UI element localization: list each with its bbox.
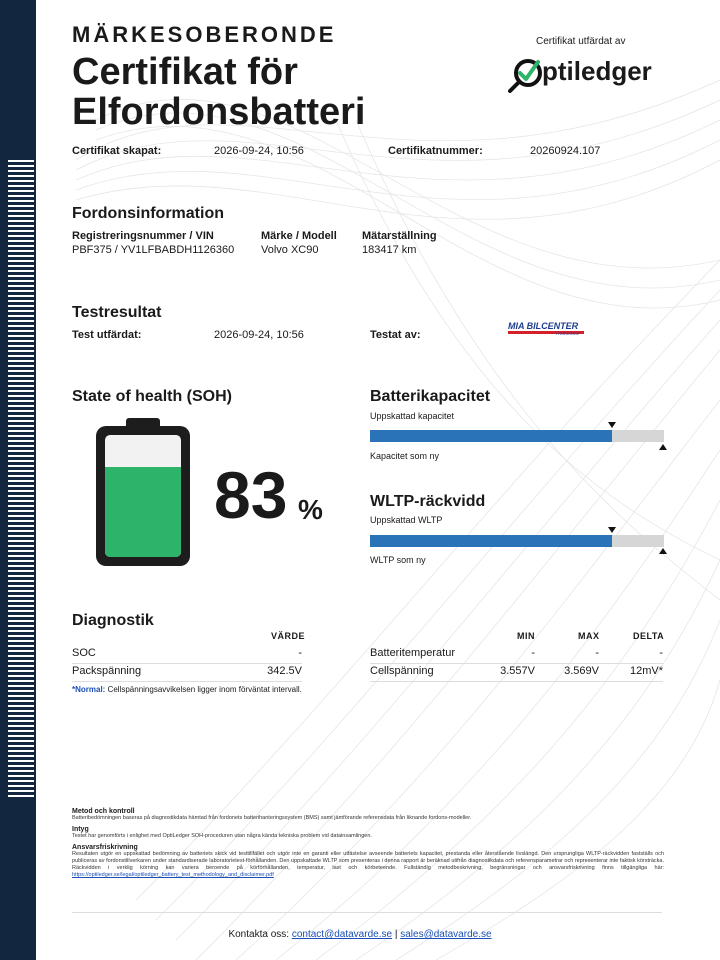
diag-value: -	[298, 647, 302, 659]
soh-unit: %	[298, 494, 323, 525]
capacity-bar	[370, 430, 664, 442]
created-value: 2026-09-24, 10:56	[214, 145, 304, 157]
wltp-marker-estimated	[608, 527, 616, 533]
certification-heading: Intyg	[72, 826, 89, 833]
diag-delta: 12mV*	[629, 665, 663, 677]
test-issued-label: Test utfärdat:	[72, 329, 142, 341]
contact-email-link[interactable]: contact@datavarde.se	[291, 929, 393, 940]
diag-max: 3.569V	[564, 665, 599, 677]
wltp-new-label: WLTP som ny	[370, 555, 426, 565]
tested-by-logo-sub: I HUDDINGE	[556, 331, 580, 336]
test-issued-value: 2026-09-24, 10:56	[214, 329, 304, 341]
diag-min: 3.557V	[500, 665, 535, 677]
wltp-marker-new	[659, 548, 667, 554]
footer-divider	[72, 912, 662, 913]
diag-row-soc	[72, 646, 302, 664]
odometer-label: Mätarställning	[362, 230, 437, 242]
tested-by-logo-text: MIA BILCENTER	[508, 321, 579, 331]
soh-value: 83	[214, 458, 288, 532]
note-strong: *Normal:	[72, 685, 106, 694]
battery-fill	[105, 467, 181, 557]
odometer-value: 183417 km	[362, 244, 417, 256]
sidebar-stripes	[8, 160, 34, 800]
document-title: Certifikat för Elfordonsbatteri	[72, 51, 366, 133]
disclaimer-text: Resultaten utgör en uppskattad bedömning av batteriets skick vid testtillfället och utgör inte en garanti eller utfästelse avseende batteriets kapacitet, prestanda eller återstående livslängd. Den ursprungliga WLTP-räckvidden fastställs och publiceras av fordonstillverkaren under standardiserade laboratorietest-förhållanden. Den uppskattade WLTP som presenteras i denna rapport är beräknad utifrån diagnostikdata och referensparametrar och representerar inte faktisk körsträcka. Räckvidden i verklig körning kan variera beroende på körförhållanden, temperatur, last och körbeteende. Fullständig metodbeskrivning, begränsningar och ansvarsfriskrivning finns tillgängliga här:	[72, 851, 664, 871]
wltp-heading: WLTP-räckvidd	[370, 493, 486, 510]
capacity-bar-fill	[370, 430, 612, 442]
diag-label: Packspänning	[72, 665, 142, 677]
capacity-marker-estimated	[608, 422, 616, 428]
diag-value: 342.5V	[267, 665, 302, 677]
tested-by-logo	[508, 322, 584, 336]
delta-column-header: DELTA	[633, 631, 665, 641]
tested-by-label: Testat av:	[370, 329, 421, 341]
document-eyebrow: MÄRKESOBERONDE	[72, 22, 337, 47]
cert-number-label: Certifikatnummer:	[388, 145, 483, 157]
wltp-bar	[370, 535, 664, 547]
soh-heading: State of health (SOH)	[72, 388, 233, 405]
model-value: Volvo XC90	[261, 244, 319, 256]
sales-email-link[interactable]: sales@datavarde.se	[400, 929, 492, 940]
brand-wordmark: ptiledger	[542, 56, 652, 86]
footer	[0, 929, 720, 940]
disclaimer-heading: Ansvarsfriskrivning	[72, 844, 138, 851]
disclaimer-link[interactable]: https://optiledger.se/legal/optiledger_battery_test_methodology_and_disclaimer.pdf	[72, 872, 274, 878]
diag-max: -	[595, 647, 599, 659]
diag-row-battery-temperature	[370, 646, 663, 664]
diag-delta: -	[659, 647, 663, 659]
diag-min: -	[531, 647, 535, 659]
diagnostics-heading: Diagnostik	[72, 612, 154, 629]
footer-separator: |	[394, 929, 398, 940]
test-heading: Testresultat	[72, 304, 162, 321]
created-label: Certifikat skapat:	[72, 145, 162, 157]
cert-number-value: 20260924.107	[530, 145, 601, 157]
value-column-header: VÄRDE	[271, 631, 306, 641]
issued-by-label: Certifikat utfärdat av	[536, 36, 626, 47]
diagnostics-note	[72, 685, 302, 694]
certification-text: Testet har genomförts i enlighet med OptiLedger SOH-proceduren utan några kända tekniska problem vid datainsamlingen.	[72, 833, 372, 839]
model-label: Märke / Modell	[261, 230, 337, 242]
diag-label: SOC	[72, 647, 96, 659]
method-heading: Metod och kontroll	[72, 808, 135, 815]
note-text: Cellspänningsavvikelsen ligger inom förväntat intervall.	[105, 685, 302, 694]
disclaimer-paragraph	[72, 851, 664, 879]
optiledger-logo	[506, 52, 666, 94]
battery-icon	[96, 418, 190, 566]
sidebar-band	[0, 0, 36, 960]
battery-cavity	[105, 435, 181, 557]
max-column-header: MAX	[578, 631, 600, 641]
capacity-marker-new	[659, 444, 667, 450]
vehicle-heading: Fordonsinformation	[72, 205, 224, 222]
diag-label: Batteritemperatur	[370, 647, 455, 659]
capacity-estimated-label: Uppskattad kapacitet	[370, 411, 455, 421]
capacity-new-label: Kapacitet som ny	[370, 451, 440, 461]
wltp-estimated-label: Uppskattad WLTP	[370, 515, 443, 525]
reg-label: Registreringsnummer / VIN	[72, 230, 214, 242]
diag-row-pack-voltage	[72, 664, 302, 682]
fineprint	[72, 808, 664, 879]
diag-row-cell-voltage	[370, 664, 663, 682]
method-text: Batteribedömningen baseras på diagnostikdata hämtad från fordonets batterihanteringssystem (BMS) samt jämförande referensdata från liknande fordons-modeller.	[72, 815, 472, 821]
min-column-header: MIN	[517, 631, 535, 641]
reg-value: PBF375 / YV1LFBABDH1126360	[72, 244, 235, 256]
diag-label: Cellspänning	[370, 665, 434, 677]
wltp-bar-fill	[370, 535, 612, 547]
contact-label: Kontakta oss:	[228, 929, 290, 940]
capacity-heading: Batterikapacitet	[370, 388, 491, 405]
